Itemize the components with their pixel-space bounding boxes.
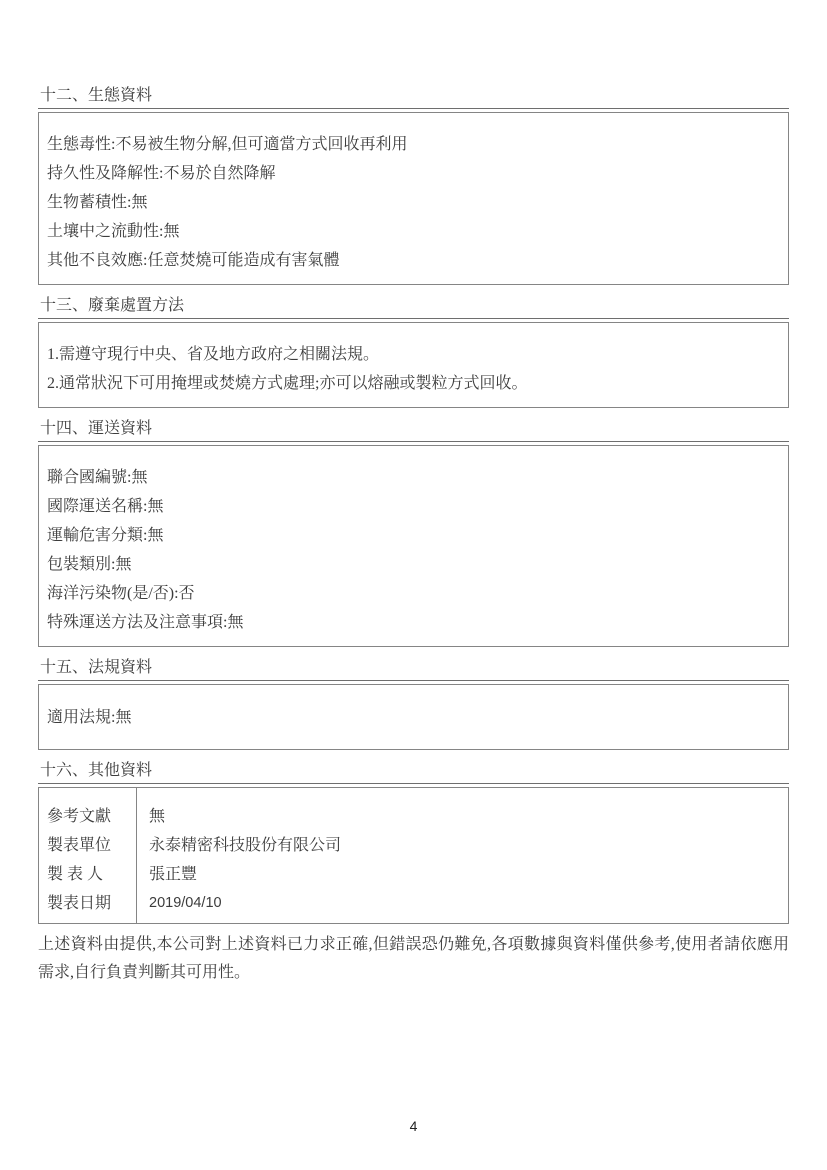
- other-info-label-column: [39, 788, 137, 923]
- field-line: 1.需遵守現行中央、省及地方政府之相關法規。: [47, 346, 380, 363]
- section-other-info: [38, 762, 789, 924]
- row-value-issue-date: 2019/04/10: [149, 895, 222, 911]
- field-line: 土壤中之流動性:無: [47, 223, 180, 240]
- other-info-table: [38, 787, 789, 924]
- row-label-preparer: 製 表 人: [47, 866, 104, 883]
- section-title: 十五、法規資料: [38, 659, 789, 681]
- section-title: 十六、其他資料: [38, 762, 789, 784]
- section-title: 十三、廢棄處置方法: [38, 297, 789, 319]
- section-transport-info: [38, 420, 789, 647]
- page-number: 4: [409, 1118, 418, 1134]
- section-box: [38, 684, 789, 750]
- page-content: [38, 87, 789, 987]
- row-label-issue-date: 製表日期: [47, 895, 112, 912]
- section-box: [38, 112, 789, 285]
- row-value-references: 無: [149, 808, 166, 825]
- disclaimer-text: 上述資料由提供,本公司對上述資料已力求正確,但錯誤恐仍難免,各項數據與資料僅供參考,使用者請依應用需求,自行負責判斷其可用性。: [38, 936, 789, 981]
- row-value-issuing-unit: 永泰精密科技股份有限公司: [149, 837, 342, 854]
- field-line: 持久性及降解性:不易於自然降解: [47, 165, 276, 182]
- other-info-value-column: [137, 788, 788, 923]
- section-disposal-methods: [38, 297, 789, 408]
- section-title: 十二、生態資料: [38, 87, 789, 109]
- section-box: [38, 445, 789, 647]
- field-line: 海洋污染物(是/否):否: [47, 585, 195, 602]
- section-regulatory-info: [38, 659, 789, 750]
- row-label-issuing-unit: 製表單位: [47, 837, 112, 854]
- field-line: 適用法規:無: [47, 709, 132, 726]
- row-value-preparer: 張正豐: [149, 866, 198, 883]
- field-line: 國際運送名稱:無: [47, 498, 164, 515]
- field-line: 生物蓄積性:無: [47, 194, 148, 211]
- field-line: 特殊運送方法及注意事項:無: [47, 614, 244, 631]
- section-box: [38, 322, 789, 408]
- field-line: 運輸危害分類:無: [47, 527, 164, 544]
- field-line: 2.通常狀況下可用掩埋或焚燒方式處理;亦可以熔融或製粒方式回收。: [47, 375, 528, 392]
- field-line: 其他不良效應:任意焚燒可能造成有害氣體: [47, 252, 340, 269]
- field-line: 生態毒性:不易被生物分解,但可適當方式回收再利用: [47, 136, 408, 153]
- section-title: 十四、運送資料: [38, 420, 789, 442]
- section-ecological-info: [38, 87, 789, 285]
- row-label-references: 參考文獻: [47, 808, 112, 825]
- field-line: 包裝類別:無: [47, 556, 132, 573]
- field-line: 聯合國編號:無: [47, 469, 148, 486]
